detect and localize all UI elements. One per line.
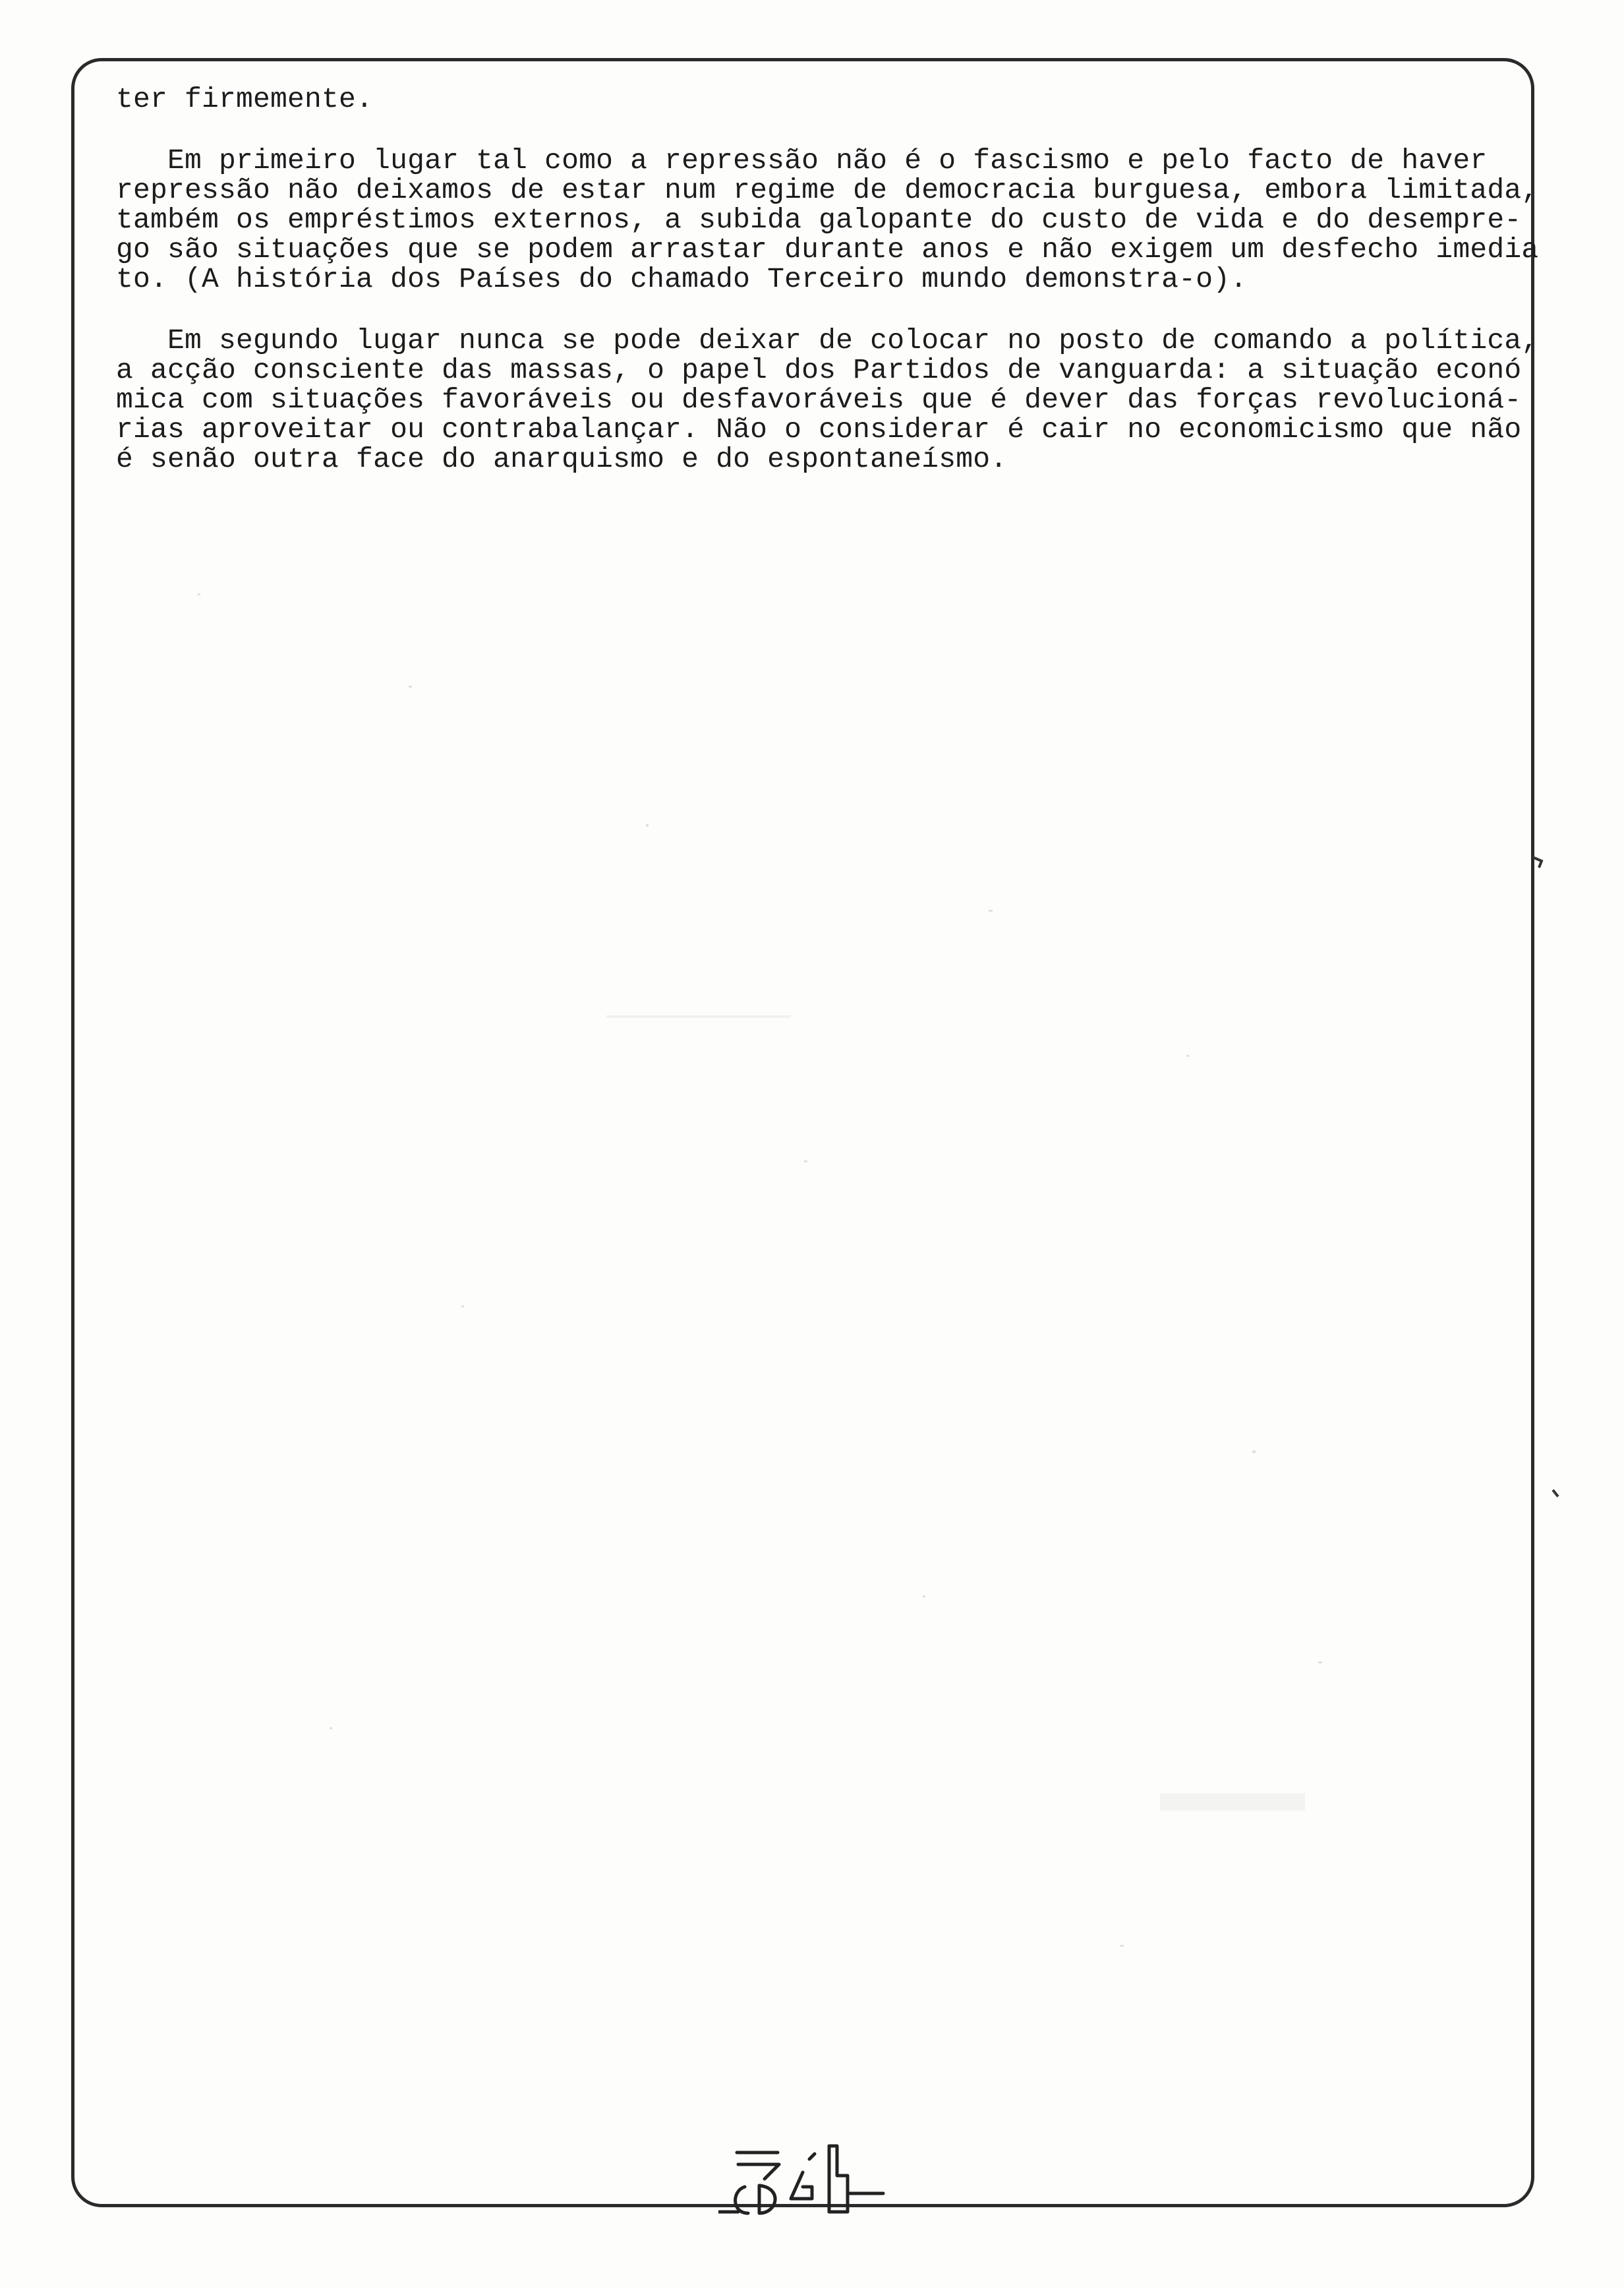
text-line: Em primeiro lugar tal como a repressão não é o fascismo e pelo facto de haver — [116, 144, 1488, 177]
text-line: to. (A história dos Países do chamado Terceiro mundo demonstra-o). — [116, 263, 1248, 295]
text-line: go são situações que se podem arrastar durante anos e não exigem um desfecho imedia — [116, 233, 1539, 266]
text-line: Em segundo lugar nunca se pode deixar de colocar no posto de comando a política, — [116, 324, 1539, 357]
text-line: repressão não deixamos de estar num regime de democracia burguesa, embora limitada, — [116, 174, 1539, 206]
text-line: é senão outra face do anarquismo e do espontaneísmo. — [116, 443, 1008, 475]
text-line: mica com situações favoráveis ou desfavoráveis que é dever das forças revolucioná- — [116, 384, 1522, 416]
text-line: ter firmemente. — [116, 83, 374, 115]
typed-page-body — [116, 83, 1539, 475]
text-line: também os empréstimos externos, a subida galopante do custo de vida e do desempre- — [116, 204, 1522, 236]
handwritten-logo-icon — [718, 2139, 890, 2235]
text-line: a acção consciente das massas, o papel dos Partidos de vanguarda: a situação econó — [116, 354, 1522, 386]
text-line: rias aproveitar ou contrabalançar. Não o considerar é cair no economicismo que não — [116, 413, 1522, 446]
